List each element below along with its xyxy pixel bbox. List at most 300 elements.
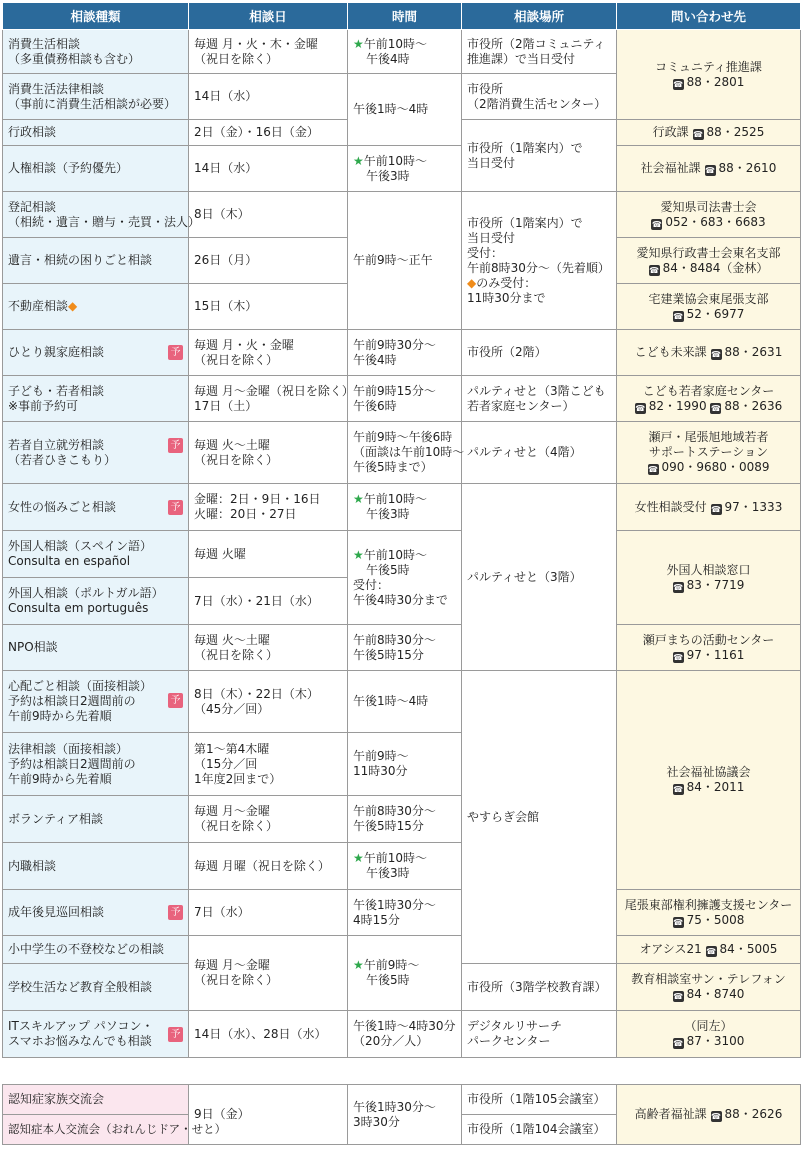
reservation-icon: 予 xyxy=(168,693,183,708)
contact-name: こども若者家庭センター xyxy=(642,383,775,398)
type-note: （相続・遺言・贈与・売買・法人） xyxy=(8,214,201,229)
header-contact: 問い合わせ先 xyxy=(617,3,801,30)
type-cell xyxy=(3,330,189,376)
contact-phone: 97・1333 xyxy=(724,499,783,514)
time-cell xyxy=(348,74,462,146)
star-icon: ★ xyxy=(353,547,364,562)
contact-phone: 052・683・6683 xyxy=(665,214,766,229)
date-cell xyxy=(189,733,348,796)
phone-icon: ☎ xyxy=(711,350,721,359)
date-text: 8日（木）・22日（木） xyxy=(194,686,319,701)
phone-icon: ☎ xyxy=(673,79,684,89)
time-text: 午前9時～正午 xyxy=(353,253,433,267)
place-text: 市役所（2階コミュニティ xyxy=(467,36,606,51)
type-note: 予約は相談日2週間前の xyxy=(8,694,136,708)
place-cell xyxy=(462,330,617,376)
place-cell xyxy=(462,1085,617,1115)
date-text: 7日（水） xyxy=(194,905,250,919)
time-cell xyxy=(348,422,465,484)
date-cell xyxy=(189,376,354,422)
time-text: 午後3時 xyxy=(366,168,410,183)
type-label: スマホお悩みなんでも相談 xyxy=(8,1034,152,1048)
contact-name: コミュニティ推進課 xyxy=(655,59,762,74)
type-label: NPO相談 xyxy=(8,640,58,654)
place-text: 11時30分まで xyxy=(467,290,546,305)
dementia-exchange-table xyxy=(2,1084,801,1145)
contact-name: 社会福祉協議会 xyxy=(666,765,751,779)
diamond-icon: ◆ xyxy=(68,299,78,313)
type-cell xyxy=(3,192,201,238)
contact-phone: 84・8740 xyxy=(686,987,745,1001)
date-note: （祝日を除く） xyxy=(194,819,279,833)
type-label: 認知症本人交流会（おれんじドア・せと） xyxy=(8,1122,227,1136)
contact-cell xyxy=(617,625,801,671)
date-cell xyxy=(189,890,348,936)
type-cell xyxy=(3,1011,189,1058)
contact-phone: 87・3100 xyxy=(686,1034,745,1048)
date-text: 金曜：2日・9日・16日 xyxy=(194,492,321,506)
type-cell xyxy=(3,890,189,936)
time-text: 午前8時30分～ xyxy=(353,804,436,818)
date-text: 毎週 月～金曜 xyxy=(194,958,270,972)
time-cell xyxy=(348,330,462,376)
phone-icon: ☎ xyxy=(693,130,703,139)
contact-phone: 82・1990 xyxy=(648,398,707,413)
type-cell xyxy=(3,484,189,531)
contact-phone: 090・9680・0089 xyxy=(661,460,770,474)
place-text: （2階消費生活センター） xyxy=(467,96,607,111)
time-text: 午後3時 xyxy=(366,866,410,880)
contact-phone: 88・2525 xyxy=(706,125,765,139)
time-text: 4時15分 xyxy=(353,912,400,927)
date-cell xyxy=(189,330,348,376)
time-text: 午前9時～ xyxy=(353,749,409,763)
phone-icon: ☎ xyxy=(648,465,658,474)
phone-icon: ☎ xyxy=(711,504,721,514)
place-cell xyxy=(462,1115,617,1145)
type-label: 心配ごと相談（面接相談） xyxy=(8,679,153,693)
contact-name: 宅建業協会東尾張支部 xyxy=(648,291,769,306)
date-cell xyxy=(189,74,348,120)
reservation-icon: 予 xyxy=(168,345,183,360)
table-row xyxy=(3,936,801,964)
type-label: 子ども・若者相談 xyxy=(8,383,105,398)
place-text: 市役所（1階105会議室） xyxy=(467,1092,606,1106)
date-text: 7日（水）・21日（水） xyxy=(194,593,319,608)
contact-name: 外国人相談窓口 xyxy=(666,562,751,577)
place-text: 若者家庭センター） xyxy=(467,398,575,413)
contact-cell xyxy=(617,30,801,120)
contact-cell xyxy=(617,531,801,625)
date-text: 14日（水）、28日（水） xyxy=(194,1026,327,1041)
type-label: 小中学生の不登校などの相談 xyxy=(8,942,165,956)
contact-name: 愛知県司法書士会 xyxy=(660,199,757,214)
place-cell xyxy=(462,74,617,120)
type-label: 認知症家族交流会 xyxy=(8,1092,105,1106)
date-text: 毎週 火～土曜 xyxy=(194,632,270,647)
time-text: 午前10時～ xyxy=(363,547,428,562)
date-cell xyxy=(189,484,348,531)
type-label: ひとり親家庭相談 xyxy=(8,345,105,359)
place-text: パルティせと（3階） xyxy=(467,569,582,584)
type-label: ITスキルアップ パソコン・ xyxy=(8,1019,154,1033)
time-text: 午後1時30分～ xyxy=(353,897,436,912)
contact-cell xyxy=(617,890,801,936)
contact-cell xyxy=(617,238,801,284)
time-cell xyxy=(348,484,462,531)
time-text: 午後4時 xyxy=(366,51,410,66)
place-text: やすらぎ会館 xyxy=(467,809,540,824)
contact-phone: 88・2610 xyxy=(718,161,777,175)
contact-phone: 75・5008 xyxy=(686,912,745,927)
date-text: 26日（月） xyxy=(194,253,258,267)
type-cell xyxy=(3,531,189,578)
date-cell xyxy=(189,578,348,625)
contact-phone: 83・7719 xyxy=(686,577,745,592)
table-row xyxy=(3,192,801,238)
table-row xyxy=(3,484,801,531)
table-row xyxy=(3,422,801,484)
time-text: 午後1時30分～ xyxy=(353,1099,436,1114)
place-text: パルティせと（4階） xyxy=(467,445,582,459)
place-cell xyxy=(462,484,617,671)
contact-name: サポートステーション xyxy=(648,445,769,459)
type-cell xyxy=(3,843,189,890)
type-label: 外国人相談（ポルトガル語） xyxy=(8,586,164,600)
phone-icon: ☎ xyxy=(673,917,684,927)
date-text: 毎週 火曜 xyxy=(194,546,246,561)
place-cell xyxy=(462,120,617,192)
type-label: 不動産相談 xyxy=(8,299,69,313)
contact-phone: 84・8484（金林） xyxy=(662,260,769,275)
type-label: ボランティア相談 xyxy=(8,811,104,826)
type-cell xyxy=(3,1115,227,1145)
table-row xyxy=(3,671,801,733)
date-cell xyxy=(189,422,348,484)
table-row xyxy=(3,30,801,74)
date-text: 毎週 月～金曜 xyxy=(194,804,270,818)
star-icon: ★ xyxy=(353,851,364,865)
contact-cell xyxy=(617,671,801,890)
type-note: （多重債務相談も含む） xyxy=(8,51,141,66)
phone-icon: ☎ xyxy=(649,265,660,275)
type-note: ※事前予約可 xyxy=(8,398,79,413)
time-text: 午後5時15分 xyxy=(353,647,424,662)
contact-phone: 88・2636 xyxy=(724,398,783,413)
time-cell xyxy=(348,625,462,671)
contact-name: 教育相談室サン・テレフォン xyxy=(631,972,786,986)
time-cell xyxy=(348,376,462,422)
phone-icon: ☎ xyxy=(673,1039,684,1048)
place-cell xyxy=(462,422,617,484)
date-text: 17日（土） xyxy=(194,398,258,413)
table-row xyxy=(3,330,801,376)
type-cell xyxy=(3,146,189,192)
reservation-icon: 予 xyxy=(168,438,183,453)
consultation-table xyxy=(2,2,801,1058)
type-label: 内職相談 xyxy=(8,858,57,873)
place-text: 市役所（3階学校教育課） xyxy=(467,979,607,994)
reservation-icon: 予 xyxy=(168,1027,183,1042)
contact-cell xyxy=(617,1011,801,1058)
time-text: （20分／人） xyxy=(353,1034,429,1048)
time-cell xyxy=(348,1085,462,1145)
table-row xyxy=(3,625,801,671)
time-cell xyxy=(348,890,462,936)
phone-icon: ☎ xyxy=(673,582,684,592)
contact-name: 社会福祉課 xyxy=(640,161,701,175)
contact-name: 瀬戸・尾張旭地域若者 xyxy=(648,430,769,444)
type-cell xyxy=(3,74,189,120)
type-cell xyxy=(3,936,189,964)
table-header-row xyxy=(3,3,801,30)
place-text: 市役所（2階） xyxy=(467,345,547,359)
type-cell xyxy=(3,30,189,74)
time-text: （面談は午前10時～ xyxy=(353,445,465,459)
place-cell xyxy=(462,964,617,1011)
place-text: 推進課）で当日受付 xyxy=(467,51,576,66)
star-icon: ★ xyxy=(353,36,364,51)
type-note: 午前9時から先着順 xyxy=(8,771,112,786)
place-text: 市役所 xyxy=(467,81,504,96)
type-note: Consulta em português xyxy=(8,601,149,615)
place-text: 市役所（1階案内）で xyxy=(467,215,583,230)
type-label: 外国人相談（スペイン語） xyxy=(8,539,153,553)
date-text: 火曜：20日・27日 xyxy=(194,507,297,521)
type-note: 予約は相談日2週間前の xyxy=(8,756,136,771)
time-text: 午前9時～ xyxy=(363,958,420,972)
time-cell xyxy=(348,671,462,733)
time-text: 午後1時～4時 xyxy=(353,694,429,708)
date-text: 9日（金） xyxy=(194,1107,250,1121)
contact-cell xyxy=(617,120,801,146)
date-cell xyxy=(189,625,348,671)
date-text: 8日（木） xyxy=(194,207,250,221)
date-text: 2日（金）・16日（金） xyxy=(194,125,319,139)
contact-phone: 97・1161 xyxy=(686,647,745,662)
table-row xyxy=(3,1011,801,1058)
header-type: 相談種類 xyxy=(3,3,189,30)
contact-name: 高齢者福祉課 xyxy=(634,1107,707,1121)
contact-cell xyxy=(617,484,801,531)
place-cell xyxy=(462,192,617,330)
date-cell xyxy=(189,936,348,1011)
time-cell xyxy=(348,146,462,192)
star-icon: ★ xyxy=(353,492,364,506)
header-place: 相談場所 xyxy=(462,3,617,30)
date-text: 毎週 火～土曜 xyxy=(194,437,270,452)
time-text: 3時30分 xyxy=(353,1114,400,1129)
reservation-icon: 予 xyxy=(168,905,183,920)
contact-name: 行政課 xyxy=(652,125,689,139)
phone-icon: ☎ xyxy=(711,1112,721,1121)
date-note: 1年度2回まで） xyxy=(194,771,282,786)
date-note: （45分／回） xyxy=(194,701,270,716)
phone-icon: ☎ xyxy=(705,166,715,175)
type-cell xyxy=(3,671,189,733)
date-text: 毎週 月・火・金曜 xyxy=(194,337,294,352)
type-note: 午前9時から先着順 xyxy=(8,709,112,723)
time-text: 午後1時～4時30分 xyxy=(353,1019,456,1033)
time-text: 午前10時～ xyxy=(363,851,428,865)
type-label: 学校生活など教育全般相談 xyxy=(8,979,153,994)
date-cell xyxy=(189,120,348,146)
time-text: 午後4時 xyxy=(353,352,397,367)
date-cell xyxy=(189,531,348,578)
date-cell xyxy=(189,796,348,843)
date-cell xyxy=(189,671,348,733)
contact-name: こども未来課 xyxy=(634,345,707,359)
time-cell xyxy=(348,796,462,843)
type-note: （事前に消費生活相談が必要） xyxy=(8,96,177,111)
type-note: Consulta en español xyxy=(8,554,131,568)
time-text: 午前9時15分～ xyxy=(353,383,436,398)
type-label: 人権相談（予約優先） xyxy=(8,161,129,175)
time-cell xyxy=(348,936,462,1011)
contact-cell xyxy=(617,192,801,238)
date-text: 第1～第4木曜 xyxy=(194,741,270,756)
place-text: 午前8時30分～（先着順） xyxy=(467,260,610,275)
time-text: 午後4時30分まで xyxy=(353,592,448,607)
type-label: 行政相談 xyxy=(8,125,57,139)
reservation-icon: 予 xyxy=(168,500,183,515)
time-text: 午前9時30分～ xyxy=(353,337,436,352)
date-cell xyxy=(189,146,348,192)
type-cell xyxy=(3,376,189,422)
type-cell xyxy=(3,964,189,1011)
time-text: 11時30分 xyxy=(353,764,408,778)
phone-icon: ☎ xyxy=(635,403,646,413)
type-label: 登記相談 xyxy=(8,199,57,214)
contact-name: 尾張東部権利擁護支援センター xyxy=(624,897,793,912)
type-cell xyxy=(3,284,189,330)
date-cell xyxy=(189,238,348,284)
time-cell xyxy=(348,30,462,74)
date-note: （祝日を除く） xyxy=(194,647,279,662)
type-label: 消費生活相談 xyxy=(8,36,81,51)
contact-name: オアシス21 xyxy=(639,942,702,956)
date-note: （祝日を除く） xyxy=(194,51,279,66)
time-text: 午前9時～午後6時 xyxy=(353,430,453,444)
contact-cell xyxy=(617,284,801,330)
contact-cell xyxy=(617,1085,801,1145)
table-row xyxy=(3,146,801,192)
contact-cell xyxy=(617,376,801,422)
time-cell xyxy=(348,531,462,625)
type-cell xyxy=(3,238,189,284)
type-label: 成年後見巡回相談 xyxy=(8,905,105,919)
type-cell xyxy=(3,120,189,146)
date-cell xyxy=(189,30,348,74)
time-text: 午後5時まで） xyxy=(353,460,433,474)
place-text: 当日受付 xyxy=(467,155,516,170)
place-text: のみ受付： xyxy=(476,275,537,290)
type-label: 遺言・相続の困りごと相談 xyxy=(8,253,153,267)
place-cell xyxy=(462,671,617,964)
contact-cell xyxy=(617,330,801,376)
time-text: 午前10時～ xyxy=(363,492,428,506)
contact-phone: 52・6977 xyxy=(686,306,745,321)
phone-icon: ☎ xyxy=(673,785,684,794)
date-note: （祝日を除く） xyxy=(194,352,279,367)
place-text: 市役所（1階104会議室） xyxy=(467,1122,606,1136)
contact-name: （同左） xyxy=(684,1019,733,1033)
header-time: 時間 xyxy=(348,3,462,30)
time-text: 午後5時 xyxy=(366,562,410,577)
time-text: 受付： xyxy=(353,577,390,592)
date-text: 毎週 月・火・木・金曜 xyxy=(194,36,318,51)
type-note: （若者ひきこもり） xyxy=(8,452,117,467)
time-text: 午後1時～4時 xyxy=(353,102,429,116)
time-cell xyxy=(348,843,462,890)
type-cell xyxy=(3,625,189,671)
diamond-icon: ◆ xyxy=(467,275,477,290)
type-label: 若者自立就労相談 xyxy=(8,437,105,452)
contact-name: 瀬戸まちの活動センター xyxy=(642,632,775,647)
table-row xyxy=(3,376,801,422)
contact-phone: 88・2626 xyxy=(724,1107,783,1121)
contact-phone: 88・2631 xyxy=(724,345,783,359)
contact-cell xyxy=(617,146,801,192)
time-text: 午前8時30分～ xyxy=(353,632,436,647)
time-text: 午前10時～ xyxy=(363,36,428,51)
date-note: （祝日を除く） xyxy=(194,973,279,987)
place-text: 当日受付 xyxy=(467,230,516,245)
type-cell xyxy=(3,796,189,843)
time-cell xyxy=(348,192,462,330)
place-text: 受付： xyxy=(467,245,504,260)
table-row xyxy=(3,531,801,578)
time-cell xyxy=(348,733,462,796)
table-row xyxy=(3,890,801,936)
phone-icon: ☎ xyxy=(706,947,717,956)
phone-icon: ☎ xyxy=(673,992,684,1001)
place-cell xyxy=(462,1011,617,1058)
phone-icon: ☎ xyxy=(710,403,721,413)
date-note: （祝日を除く） xyxy=(194,452,279,467)
date-cell xyxy=(189,284,348,330)
type-label: 消費生活法律相談 xyxy=(8,81,105,96)
date-note: （15分／回 xyxy=(194,756,258,771)
date-text: 14日（水） xyxy=(194,161,258,175)
date-cell xyxy=(189,192,348,238)
table-row xyxy=(3,1085,801,1115)
place-text: パークセンター xyxy=(467,1034,551,1048)
contact-name: 愛知県行政書士会東名支部 xyxy=(636,245,781,260)
time-text: 午後5時 xyxy=(366,973,410,987)
star-icon: ★ xyxy=(353,958,364,972)
phone-icon: ☎ xyxy=(673,652,684,662)
contact-phone: 84・2011 xyxy=(686,780,745,794)
time-cell xyxy=(348,1011,462,1058)
date-text: 毎週 月曜（祝日を除く） xyxy=(194,858,330,873)
type-cell xyxy=(3,578,189,625)
header-date: 相談日 xyxy=(189,3,348,30)
place-cell xyxy=(462,376,617,422)
type-label: 法律相談（面接相談） xyxy=(8,741,129,756)
place-cell xyxy=(462,30,617,74)
date-cell xyxy=(189,1011,348,1058)
phone-icon: ☎ xyxy=(651,219,662,229)
date-text: 14日（水） xyxy=(194,89,258,103)
time-text: 午後6時 xyxy=(353,398,397,413)
date-cell xyxy=(189,843,348,890)
date-text: 15日（木） xyxy=(194,299,258,313)
place-text: 市役所（1階案内）で xyxy=(467,140,583,155)
time-text: 午後5時15分 xyxy=(353,819,424,833)
contact-phone: 84・5005 xyxy=(719,942,778,956)
type-cell xyxy=(3,422,189,484)
